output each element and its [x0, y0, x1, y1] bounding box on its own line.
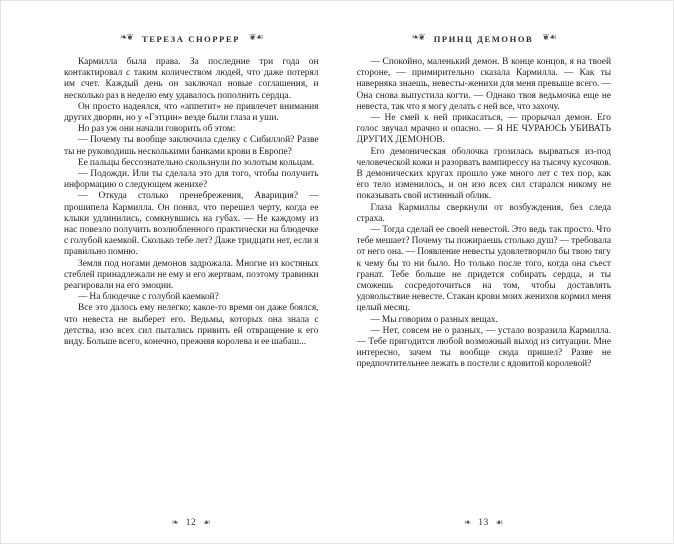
paragraph: — Мы говорим о разных вещах.	[370, 314, 498, 325]
paragraph: Все это далось ему нелегко; какое-то время он даже боялся, что невеста не выберет его. Ведьмы, которых она знала с детства, изо всех сил пытались привить ей отвращение к его виду. Больше всего, конечно, прежняя королева и ее шабаш...	[64, 303, 319, 348]
paragraph: Он просто надеялся, что «аппетит» не привлечет внимания других дворян, но у «Гэтцин» везде были глаза и уши.	[64, 101, 319, 124]
page-header-left	[64, 31, 319, 46]
header-flourish-left-icon: ❧❦	[411, 33, 425, 43]
paragraph: Ее пальцы бессознательно скользнули по золотым кольцам.	[78, 157, 315, 168]
paragraph: — Тогда сделай ее своей невестой. Это ведь так просто. Что тебе мешает? Почему ты пожираешь столько душ? — требовала от него она. — Появление невесты удовлетворило бы твою тягу к чему бы то ни было. Но только после того, когда она съест гранат. Тебе больше не придется собирать сердца, и ты сможешь сосредоточиться на том, чтобы доставлять удовольствие невесте. Стакан крови моих женихов кормил меня целый месяц.	[356, 225, 611, 314]
running-title-book: ПРИНЦ ДЕМОНОВ	[433, 33, 534, 44]
paragraph: Но раз уж они начали говорить об этом:	[78, 124, 236, 135]
paragraph: — На блюдечке с голубой каемкой?	[78, 292, 219, 303]
header-flourish-left-icon: ❧❦	[119, 33, 133, 43]
page-number-right: 13	[478, 518, 489, 528]
page-header-right	[357, 31, 612, 46]
paragraph: — Нет, совсем не о разных, — устало возразила Кармилла. — Тебе пригодится любой возможный выход из ситуации. Мне интересно, зачем ты вообще сюда пришел? Разве не предпочтительнее лежать в постели с ядовитой королевой?	[356, 325, 611, 370]
footer-flourish-left-icon: ❧	[171, 517, 179, 528]
page-left	[64, 1, 319, 543]
page-right	[357, 1, 612, 543]
paragraph: — Почему ты вообще заключила сделку с Сибиллой? Разве ты не руководишь несколькими банками крови в Европе?	[64, 135, 319, 157]
footer-flourish-left-icon: ❧	[464, 517, 472, 528]
paragraph: Глаза Кармиллы сверкнули от возбуждения, без следа страха.	[356, 202, 611, 224]
header-flourish-right-icon: ❦☙	[249, 33, 263, 43]
page-number-left: 12	[185, 518, 197, 528]
running-title-author: ТЕРЕЗА СНОРРЕР	[141, 33, 241, 44]
paragraph: Его демоническая оболочка грозилась вырваться из-под человеческой кожи и разорвать вампирессу на тысячу кусочков. В демонических кругах прошло уже много лет с тех пор, как его тело изменилось, и он изо всех сил старался никому не показывать свой истинный облик.	[356, 146, 611, 202]
paragraph: — Не смей к ней прикасаться, — прорычал демон. Его голос звучал мрачно и опасно. — Я НЕ ЧУРАЮСЬ УБИВАТЬ ДРУГИХ ДЕМОНОВ.	[356, 113, 611, 146]
paragraph: — Спокойно, маленький демон. В конце концов, я на твоей стороне, — примирительно сказала Кармилла. — Как ты наверняка знаешь, невесты-женихи для меня превыше всего. — Она снова выпустила когти. — Однако твоя ведьмочка еще не невеста, так что я могу делать с ней все, что захочу.	[356, 57, 611, 112]
footer-flourish-right-icon: ☙	[203, 517, 211, 528]
footer-flourish-right-icon: ☙	[495, 517, 504, 528]
paragraph: Земля под ногами демонов задрожала. Многие из костяных стеблей принадлежали не ему и его жертвам, поэтому травинки реагировали на его эмоции.	[64, 258, 319, 292]
paragraph: Кармилла была права. За последние три года он контактировал с таким количеством людей, что даже потерял им счет. Каждый день он заключал новые соглашения, и несколько раз в неделю ему удавалось пополнить сердца.	[64, 57, 319, 101]
page-text-left	[64, 57, 319, 514]
paragraph: — Подожди. Или ты сделала это для того, чтобы получить информацию о следующем женихе?	[64, 169, 319, 191]
paragraph: — Откуда столько пренебрежения, Авариция? — прошипела Кармилла. Он понял, что перешел черту, когда ее клыки удлинились, сомкнувшись на губах. — Не каждому из нас повезло получить возлюбленного практически на блюдечке с голубой каемкой. Сколько тебе лет? Даже тридцати нет, если я правильно помню.	[64, 191, 319, 258]
header-flourish-right-icon: ❦☙	[542, 33, 556, 43]
page-footer-left	[64, 514, 319, 543]
page-text-right	[357, 57, 612, 514]
page-footer-right	[357, 514, 612, 543]
